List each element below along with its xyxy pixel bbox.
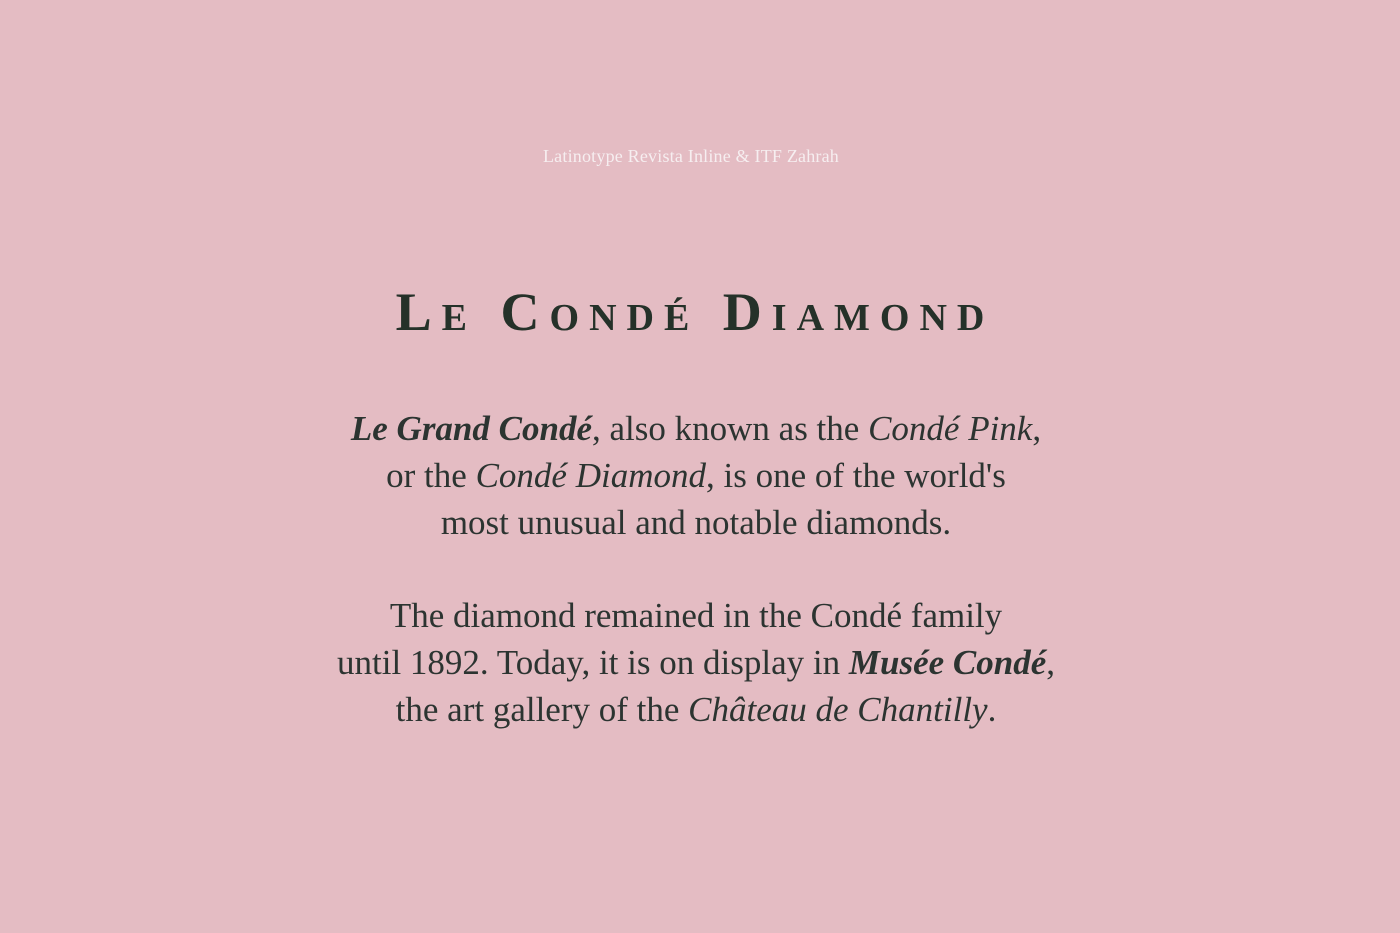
page-title: Le Condé Diamond (395, 282, 995, 342)
intro-paragraph (0, 405, 1392, 546)
body-text: most unusual and notable diamonds. (440, 503, 952, 542)
chateau-name-italic: Château de Chantilly (688, 690, 988, 729)
diamond-name-bold: Le Grand Condé (350, 409, 592, 448)
intro-line-1 (0, 405, 1392, 452)
history-paragraph (0, 592, 1392, 733)
body-text: , also known as the (592, 409, 869, 448)
intro-line-2 (0, 452, 1392, 499)
body-text: until 1892. Today, it is on display in (337, 643, 849, 682)
history-line-3 (0, 686, 1392, 733)
body-text: , (1046, 643, 1055, 682)
body-text: the art gallery of the (395, 690, 689, 729)
body-text: . (987, 690, 997, 729)
diamond-alias-italic: Condé Pink (868, 409, 1033, 448)
intro-line-3 (0, 499, 1392, 546)
font-credit-caption: Latinotype Revista Inline & ITF Zahrah (542, 146, 840, 166)
body-text: The diamond remained in the Condé family (389, 596, 1003, 635)
museum-name-bold: Musée Condé (848, 643, 1047, 682)
body-text: , (1032, 409, 1042, 448)
diamond-alias-italic: Condé Diamond (475, 456, 706, 495)
body-text: , is one of the world's (705, 456, 1006, 495)
history-line-2 (0, 639, 1392, 686)
history-line-1 (0, 592, 1392, 639)
body-text: or the (386, 456, 476, 495)
